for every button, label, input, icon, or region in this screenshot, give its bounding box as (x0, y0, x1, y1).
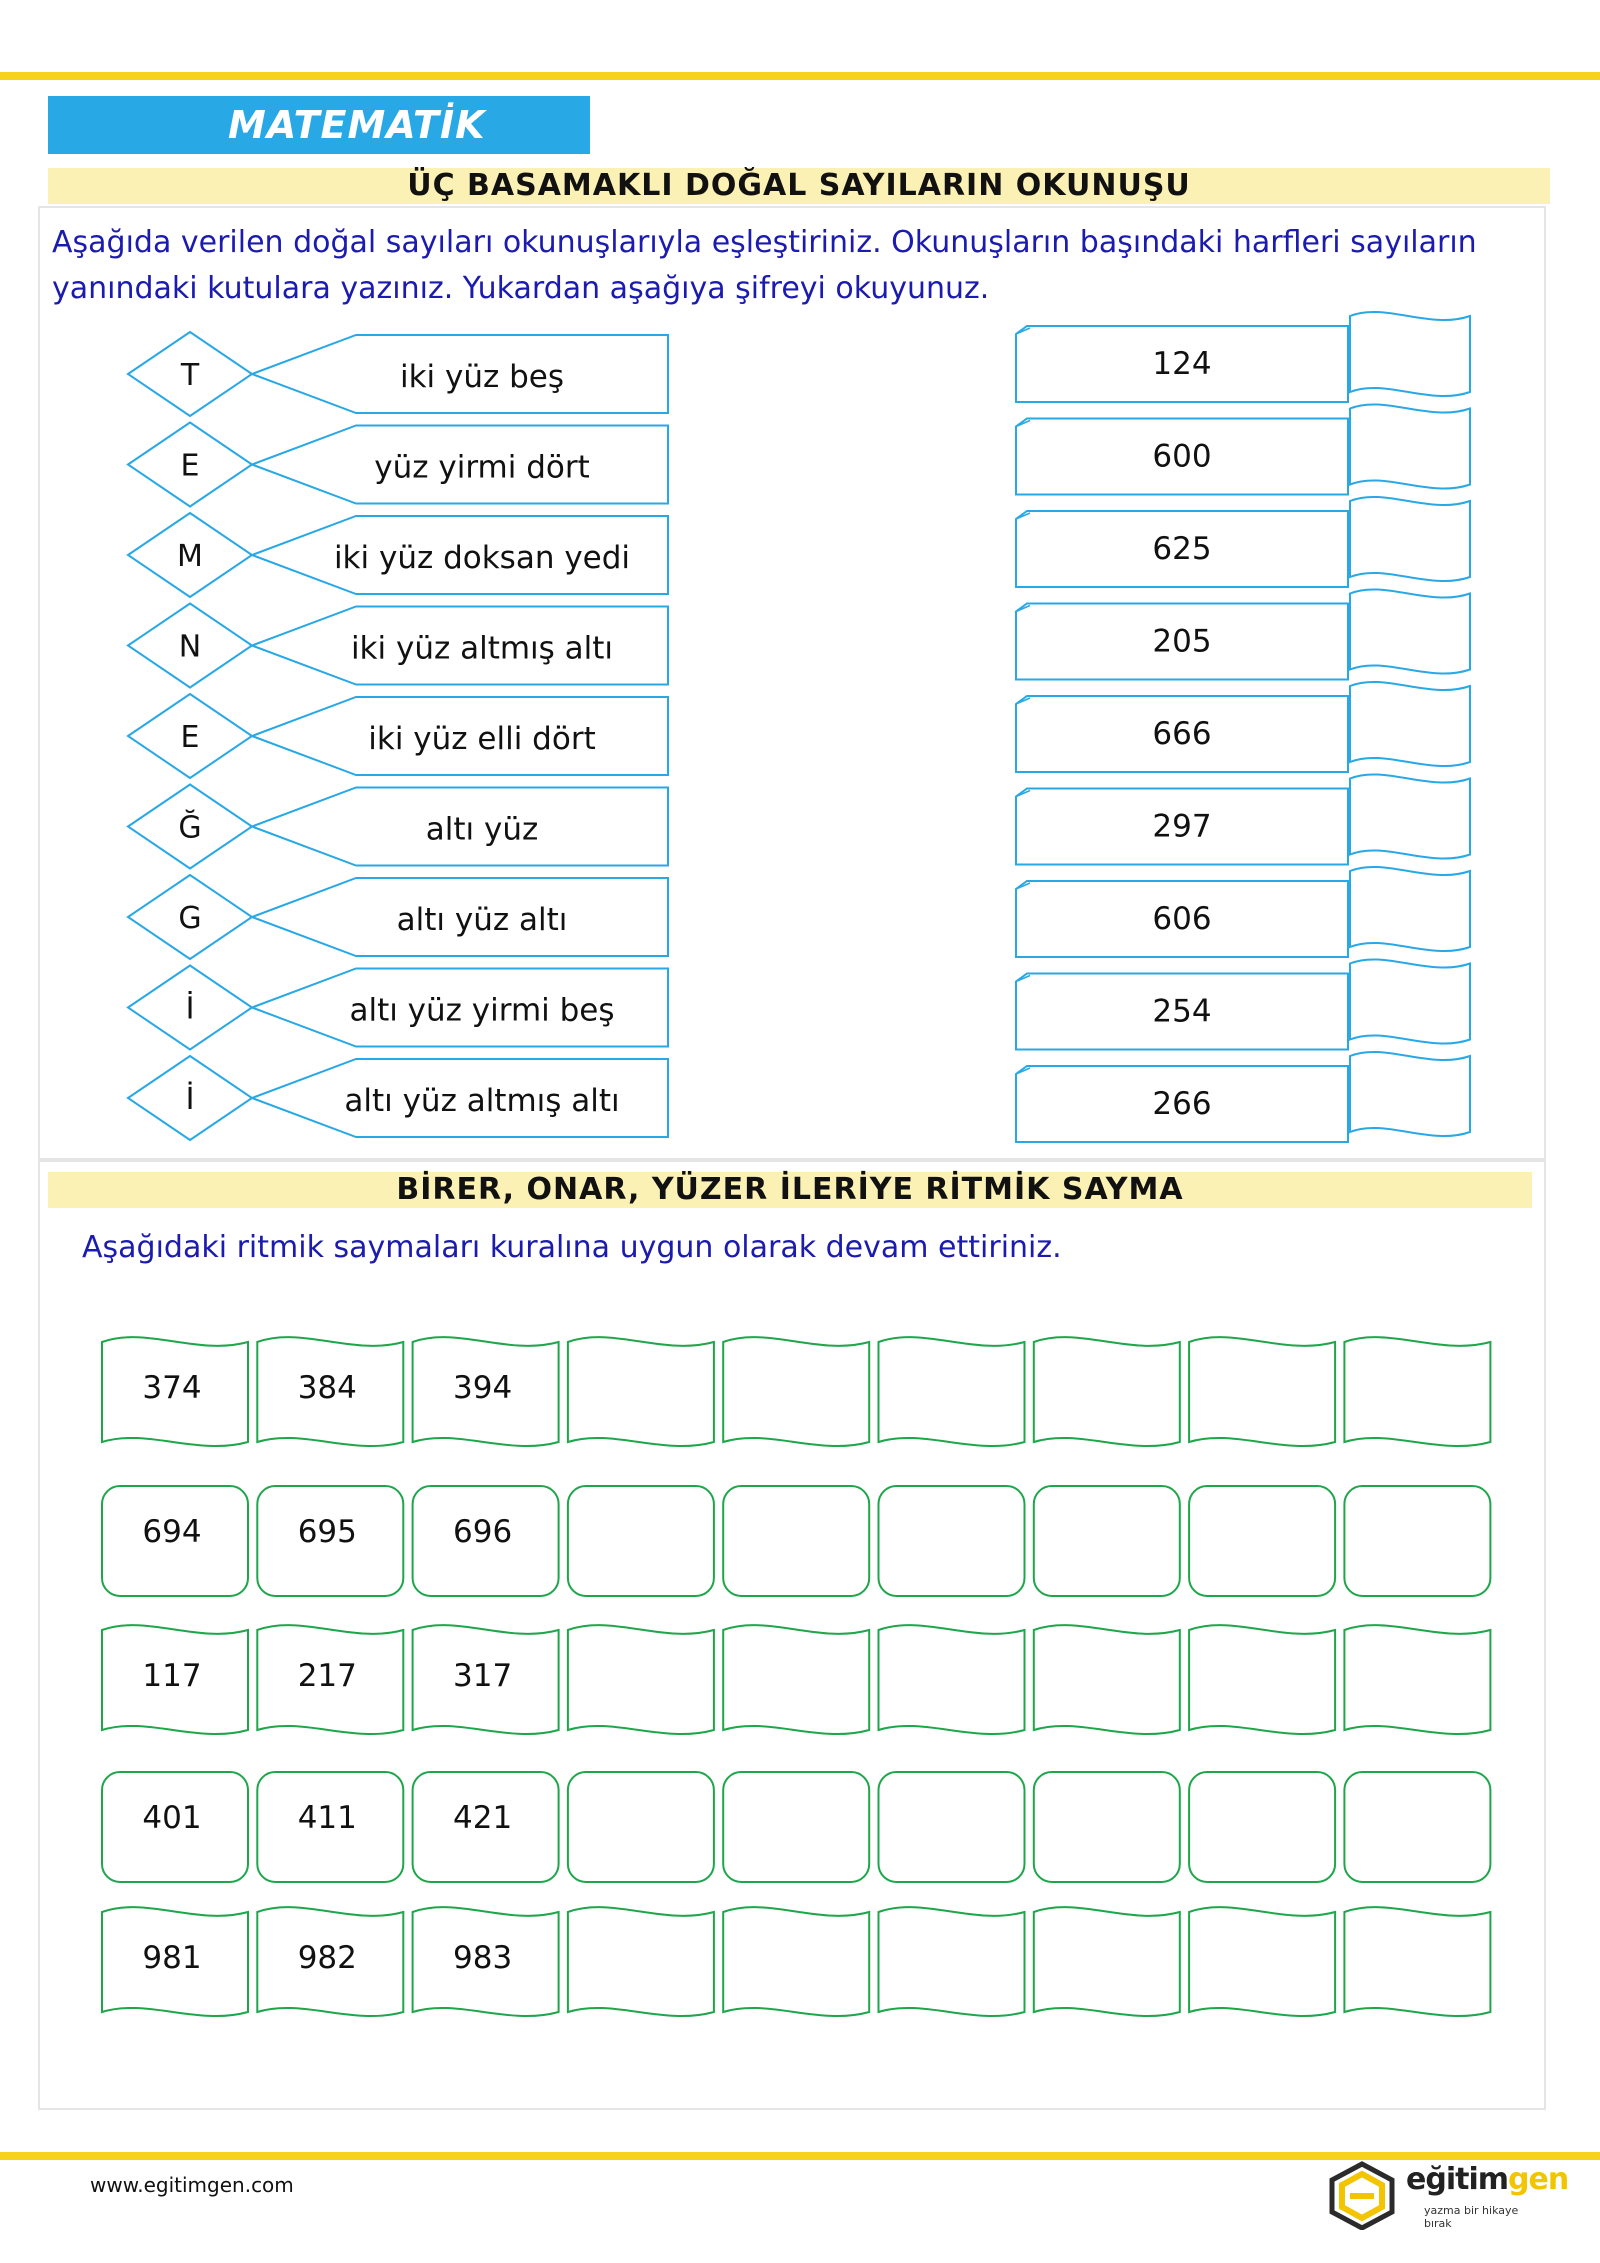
count-cell-rounded (879, 1486, 1025, 1596)
letter-label: E (180, 448, 200, 484)
number-value: 625 (1152, 531, 1212, 567)
egitimgen-logo (1326, 2160, 1569, 2230)
number-value: 666 (1152, 716, 1212, 752)
number-value: 124 (1152, 346, 1212, 382)
count-value: 981 (142, 1940, 202, 1976)
count-cell-rounded (1344, 1486, 1490, 1596)
reading-text: iki yüz beş (399, 359, 565, 395)
count-value: 694 (142, 1514, 202, 1550)
count-value: 117 (142, 1658, 202, 1694)
count-cell-wavy (1344, 1907, 1490, 2016)
section1-title: ÜÇ BASAMAKLI DOĞAL SAYILARIN OKUNUŞU (48, 168, 1550, 204)
count-cell-wavy (879, 1907, 1025, 2016)
letter-label: Ğ (178, 810, 202, 846)
section1-instruction-line2: yanındaki kutulara yazınız. Yukardan aşağıya şifreyi okuyunuz. (52, 271, 990, 306)
count-cell-rounded (879, 1772, 1025, 1882)
count-value: 696 (453, 1514, 513, 1550)
count-cell-rounded (1034, 1486, 1180, 1596)
bottom-yellow-bar (0, 2152, 1600, 2160)
section2-instruction: Aşağıdaki ritmik saymaları kuralına uygun olarak devam ettiriniz. (82, 1230, 1062, 1265)
count-cell-wavy (1034, 1337, 1180, 1446)
count-value: 374 (142, 1370, 202, 1406)
count-value: 384 (297, 1370, 357, 1406)
number-value: 266 (1152, 1086, 1212, 1122)
count-cell-rounded (568, 1486, 714, 1596)
count-cell-wavy (1189, 1337, 1335, 1446)
letter-label: E (180, 720, 200, 755)
count-cell-rounded (1344, 1772, 1490, 1882)
count-cell-wavy (568, 1625, 714, 1734)
letter-label: İ (185, 991, 195, 1027)
count-value: 983 (453, 1940, 513, 1976)
count-value: 317 (453, 1658, 513, 1694)
count-cell-rounded (1189, 1772, 1335, 1882)
letter-label: İ (185, 1082, 195, 1117)
count-cell-wavy (879, 1337, 1025, 1446)
count-cell-wavy (1344, 1625, 1490, 1734)
count-value: 401 (142, 1800, 202, 1836)
footer-url[interactable]: www.egitimgen.com (90, 2173, 294, 2197)
count-cell-rounded (723, 1772, 869, 1882)
section2-title: BİRER, ONAR, YÜZER İLERİYE RİTMİK SAYMA (48, 1172, 1532, 1208)
subject-label: MATEMATİK (48, 96, 590, 154)
section1-instruction-line1: Aşağıda verilen doğal sayıları okunuşlarıyla eşleştiriniz. Okunuşların başındaki harfleri sayıların (52, 225, 1477, 260)
number-value: 205 (1152, 623, 1212, 660)
count-cell-rounded (723, 1486, 869, 1596)
count-cell-wavy (1034, 1907, 1180, 2016)
number-value: 606 (1152, 901, 1212, 937)
count-cell-rounded (568, 1772, 714, 1882)
count-cell-wavy (1344, 1337, 1490, 1446)
count-value: 421 (453, 1800, 513, 1836)
reading-text: altı yüz altmış altı (344, 1083, 620, 1119)
count-cell-wavy (568, 1337, 714, 1446)
logo-accent-text: gen (1508, 2162, 1569, 2197)
letter-label: T (180, 358, 200, 393)
reading-text: altı yüz yirmi beş (349, 992, 615, 1029)
letter-label: N (178, 629, 202, 665)
reading-text: altı yüz altı (396, 902, 568, 938)
logo-wordmark (1406, 2162, 1568, 2197)
count-cell-wavy (1189, 1625, 1335, 1734)
count-value: 982 (297, 1940, 357, 1976)
reading-text: yüz yirmi dört (374, 449, 590, 486)
count-cell-wavy (879, 1625, 1025, 1734)
count-cell-wavy (723, 1625, 869, 1734)
number-value: 297 (1152, 808, 1212, 845)
count-value: 411 (297, 1800, 357, 1836)
reading-text: altı yüz (425, 811, 539, 848)
count-cell-wavy (1189, 1907, 1335, 2016)
count-value: 695 (297, 1514, 357, 1550)
reading-text: iki yüz doksan yedi (333, 540, 631, 576)
count-value: 217 (297, 1658, 357, 1694)
count-cell-rounded (1189, 1486, 1335, 1596)
hexagon-logo-icon (1326, 2160, 1398, 2230)
number-value: 254 (1152, 993, 1212, 1030)
count-cell-wavy (723, 1907, 869, 2016)
letter-label: M (177, 539, 203, 574)
number-value: 600 (1152, 438, 1212, 475)
logo-main-text: eğitim (1406, 2162, 1508, 2197)
reading-text: iki yüz altmış altı (350, 630, 614, 667)
logo-tagline: yazma bir hikaye bırak (1424, 2204, 1519, 2230)
count-cell-wavy (568, 1907, 714, 2016)
count-cell-wavy (723, 1337, 869, 1446)
letter-label: G (178, 901, 202, 936)
count-cell-wavy (1034, 1625, 1180, 1734)
reading-text: iki yüz elli dört (368, 721, 596, 757)
count-cell-rounded (1034, 1772, 1180, 1882)
count-value: 394 (453, 1370, 513, 1406)
